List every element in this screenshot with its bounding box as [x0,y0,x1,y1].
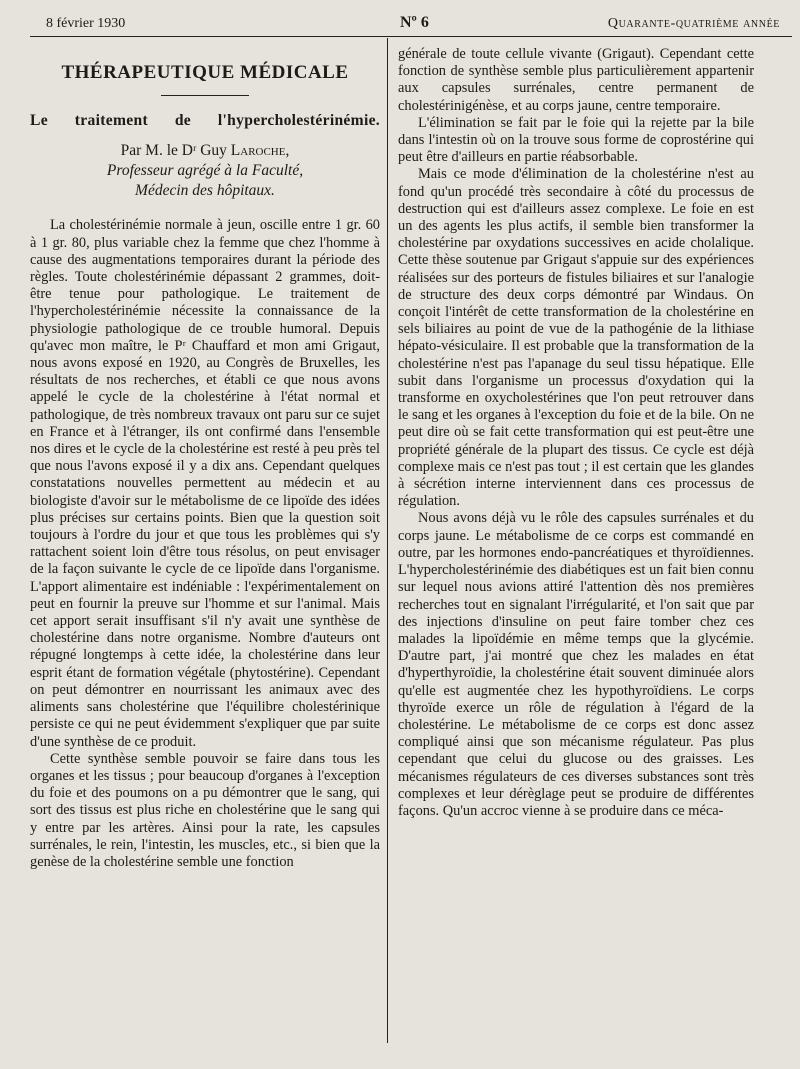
body-paragraph: générale de toute cellule vivante (Grigaut). Cependant cette fonction de synthèse semble plus particulièrement appartenir aux capsules surrénales, centre permanent de cholestérinigénèse, et au corps jaune, centre temporaire. [398,46,754,114]
right-column [398,46,754,820]
body-paragraph: Cette synthèse semble pouvoir se faire dans tous les organes et les tissus ; pour beaucoup d'organes à l'exception du foie et des poumons on a pu démontrer que le sang, qui sort des tissus est plus riche en cholestérine que le sang qui y entre par les artères. Ainsi pour la rate, les capsules surrénales, le rein, l'intestin, les muscles, etc., si bien que la genèse de la cholestérine semble une fonction [30,750,380,870]
byline-prefix: Par M. le Dʳ Guy [120,142,227,160]
author-affiliation-2: Médecin des hôpitaux. [135,182,275,200]
body-paragraph: L'élimination se fait par le foie qui la rejette par la bile dans l'intestin où on la trouve sous forme de coprostérine qui peut être d'ailleurs en partie réabsorbable. [398,114,754,166]
left-column [30,44,380,871]
title-rule [161,95,249,96]
issue-number: Nº 6 [400,14,429,31]
body-paragraph: La cholestérinémie normale à jeun, oscille entre 1 gr. 60 à 1 gr. 80, plus variable chez la femme que chez l'homme à cause des augmentations temporaires durant la période des règles. Toute cholestérinémie dépassant 2 grammes, doit-être tenue pour pathologique. Le traitement de l'hypercholestérinémie nécessite la connaissance de la physiologie pathologique de ce trouble humoral. Depuis qu'avec mon maître, le Pʳ Chauffard et mon ami Grigaut, nous avons exposé en 1920, au Congrès de Bruxelles, les résultats de nos recherches, et établi ce que nous avons appelé le cycle de la cholestérine à l'état normal et pathologique, de très nombreux travaux ont paru sur ce sujet en France et à l'étranger, ils ont confirmé dans l'ensemble nos dires et le cycle de la cholestérine est resté à peu près tel que nous l'avons exposé il y a dix ans. Cependant quelques constatations nouvelles permettent au médecin et au biologiste d'avoir sur le métabolisme de ce lipoïde des idées plus précises sur certains points. Bien que la question soit toujours à l'ordre du jour et que tous les problèmes qui s'y rattachent soient loin d'être tous résolus, on peut envisager de la façon suivante le cycle de ce lipoïde dans l'organisme. L'apport alimentaire est indéniable : l'expérimentalement on peut en fournir la preuve sur l'homme et sur l'animal. Mais cet apport serait insuffisant s'il n'y avait une synthèse de cholestérine dans notre organisme. Nombre d'auteurs ont répugné longtemps à cette idée, la cholestérine dans leur esprit étant de formation végétale (phytostérine). Cependant on peut démontrer en nourrissant les animaux avec des aliments sans cholestérine que l'équilibre cholestérinique persiste ce qui ne peut évidemment s'expliquer que par suite d'une synthèse de ce produit. [30,217,380,750]
header-date: 8 février 1930 [46,16,126,31]
body-paragraph: Mais ce mode d'élimination de la cholestérine n'est au fond qu'un procédé très secondaire à côté du processus de destruction qui est d'ailleurs assez complexe. Le foie en est un des agents les plus actifs, il semble bien transformer la cholestérine par oxydations successives en acide cholalique. Cette thèse soutenue par Grigaut s'appuie sur des expériences réalisées sur des porteurs de fistules biliaires et sur l'analogie de structure des deux corps démontré par Windaus. On conçoit l'intérêt de cette transformation de la cholestérine en sels biliaires au point de vue de la pathogénie de la lithiase hépato-vésiculaire. Il est probable que la transformation de la cholestérine n'est pas l'apanage du seul tissu hépatique. Elle subit dans l'organisme un processus d'oxydation qui la transforme en oxycholestérines que l'on peut retrouver dans le sang et les organes à l'exception du foie et de la bile. On ne peut dire où se fait cette transformation qui est peut-être une propriété générale de la plupart des tissus. Ce cycle est déjà complexe mais ce n'est pas tout ; il est certain que les glandes à sécrétion interne interviennent dans ces processus de régulation. [398,166,754,510]
author-line [30,141,380,161]
body-paragraph: Nous avons déjà vu le rôle des capsules surrénales et du corps jaune. Le métabolisme de ce corps est commandé en outre, par les hormones endo-pancréatiques et thyroïdiennes. L'hypercholestérinémie des diabétiques est un fait bien connu sur lequel nous avions attiré l'attention dès nos premières recherches tout en signalant l'irrégularité, et l'on sait que par des injections d'insuline on peut faire tomber chez ces malades la lipoïdémie en même temps que la glycémie. D'autre part, j'ai montré que chez les malades en état d'hyperthyroïdie, la cholestérine était souvent diminuée alors qu'elle est augmentée chez les hypothyroïdiens. Le corps thyroïde exerce un rôle de régulation à l'égard de la cholestérine. Le métabolisme de ce corps est donc assez compliqué ainsi que son mécanisme régulateur. Pas plus cependant que celui du glucose ou des graisses. Les mécanismes régulateurs de ces diverses substances sont très complexes et leur dérèglage peut se produire de différentes façons. Qu'un accroc vienne à se produire dans ce méca- [398,510,754,819]
column-divider [387,38,388,1043]
author-name: Laroche, [230,142,290,160]
header-year: Quarante-quatrième année [607,16,780,31]
article-title: Le traitement de l'hypercholestérinémie. [30,112,380,130]
author-affiliation-1: Professeur agrégé à la Faculté, [106,162,304,180]
section-title: THÉRAPEUTIQUE MÉDICALE [61,62,349,83]
header-rule [30,36,792,37]
